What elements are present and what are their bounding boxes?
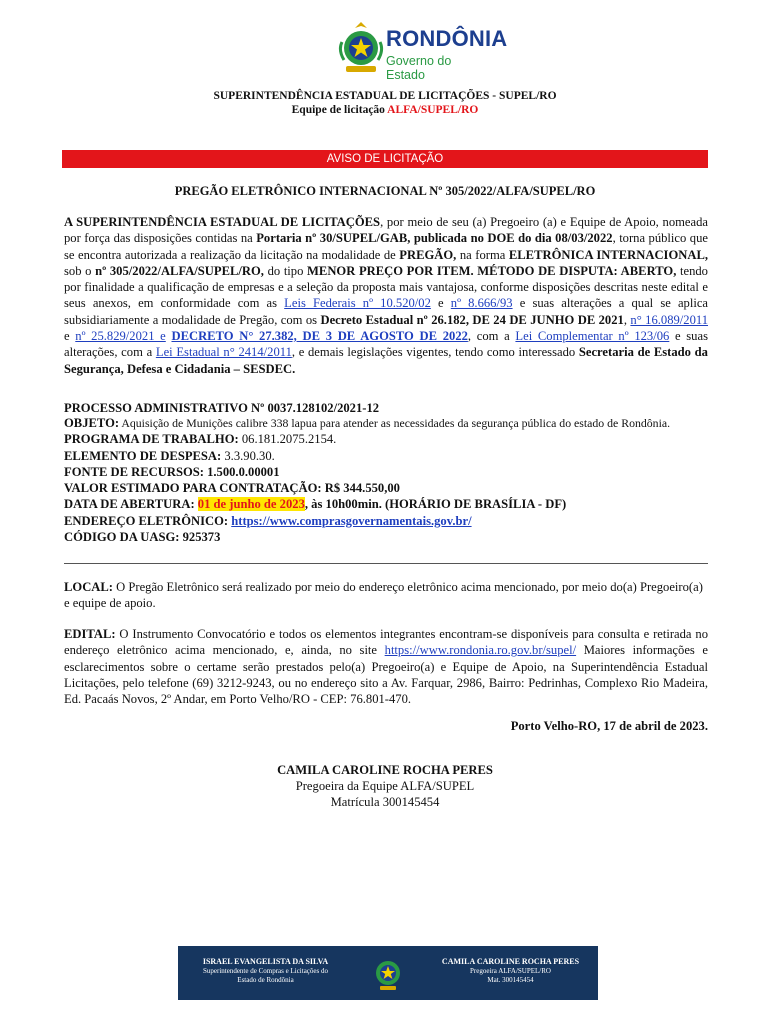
elemento-line <box>64 448 708 464</box>
notice-banner: AVISO DE LICITAÇÃO <box>62 150 708 168</box>
edital-text: O Instrumento Convocatório e todos os elementos integrantes encontram-se disponíveis para consulta e retirada no endereço eletrônico acima mencionado, e, ainda, no site <box>64 627 708 658</box>
text-segment: sob o <box>64 263 96 278</box>
team-heading <box>0 104 770 116</box>
pregao-number: nº 305/2022/ALFA/SUPEL/RO, <box>95 263 264 278</box>
text-segment: e suas alterações, com a <box>64 329 708 360</box>
objeto-text: Aquisição de Munições calibre 338 lapua para atender as necessidades da segurança pública do estado de Rondônia. <box>119 416 671 431</box>
valor-estimado: VALOR ESTIMADO PARA CONTRATAÇÃO: R$ 344.550,00 <box>64 481 400 496</box>
data-abertura-highlight: 01 de junho de 2023 <box>197 497 305 512</box>
processo-line <box>64 400 708 416</box>
text-segment: tendo por finalidade a qualificação de empresas e a seleção da proposta mais vantajosa, conforme disposições descritas neste edital e seus anexos, em conformidade com as <box>64 263 708 311</box>
signer-role: Pregoeira da Equipe ALFA/SUPEL <box>295 779 475 793</box>
data-label: DATA DE ABERTURA: <box>64 497 198 512</box>
link-lei-complementar[interactable]: Lei Complementar nº 123/06 <box>515 329 670 344</box>
footer-right-role-2: Mat. 300145454 <box>487 975 534 984</box>
modality: PREGÃO, <box>399 247 457 262</box>
footer-left-signer <box>178 956 353 984</box>
data-rest: , às 10h00min. (HORÁRIO DE BRASÍLIA - DF) <box>304 497 567 512</box>
edital-label: EDITAL: <box>64 627 116 641</box>
intro-paragraph <box>64 214 708 377</box>
valor-line <box>64 480 708 496</box>
programa-value: 06.181.2075.2154. <box>238 432 337 447</box>
edital-paragraph <box>64 626 708 707</box>
link-rondonia-supel[interactable]: https://www.rondonia.ro.gov.br/supel/ <box>384 643 577 658</box>
form: ELETRÔNICA INTERNACIONAL, <box>508 247 708 262</box>
agency-heading: SUPERINTENDÊNCIA ESTADUAL DE LICITAÇÕES - SUPEL/RO <box>213 90 557 102</box>
decreto-ref: Decreto Estadual nº 26.182, DE 24 DE JUNHO DE 2021 <box>320 312 624 327</box>
programa-line <box>64 431 708 447</box>
endereco-label: ENDEREÇO ELETRÔNICO: <box>64 513 232 528</box>
link-decreto-16089[interactable]: n° 16.089/2011 <box>630 312 709 327</box>
logo-subtitle: Governo do Estado <box>386 54 452 82</box>
text-segment: , <box>623 312 631 327</box>
objeto-label: OBJETO: <box>64 416 120 431</box>
footer-right-role: Pregoeira ALFA/SUPEL/RO <box>470 967 551 975</box>
objeto-line <box>64 416 708 431</box>
link-lei-8666[interactable]: nº 8.666/93 <box>450 296 513 311</box>
footer-left-name: ISRAEL EVANGELISTA DA SILVA <box>202 957 329 966</box>
signer-matricula: Matrícula 300145454 <box>330 795 440 809</box>
date-place: Porto Velho-RO, 17 de abril de 2023. <box>510 719 708 733</box>
footer-left-role-2: Estado de Rondônia <box>237 975 294 984</box>
coat-of-arms-icon <box>336 20 386 76</box>
link-lei-estadual[interactable]: Lei Estadual n° 2414/2011 <box>155 345 292 360</box>
text-segment: , com a <box>467 329 516 344</box>
local-paragraph <box>64 579 708 612</box>
local-label: LOCAL: <box>64 580 113 594</box>
elemento-label: ELEMENTO DE DESPESA: <box>64 448 222 463</box>
local-text: O Pregão Eletrônico será realizado por meio do endereço eletrônico acima mencionado, por meio do(a) Pregoeiro(a) e equipe de apoio. <box>64 580 703 611</box>
link-decreto-27382[interactable]: DECRETO N° 27.382, DE 3 DE AGOSTO DE 2022 <box>171 329 468 344</box>
link-decreto-25829[interactable]: nº 25.829/2021 e <box>75 329 166 344</box>
logo-name: RONDÔNIA <box>386 26 508 51</box>
text-segment: e <box>64 329 76 344</box>
link-leis-federais[interactable]: Leis Federais nº 10.520/02 <box>284 296 431 311</box>
endereco-line <box>64 513 708 529</box>
agency-name: A SUPERINTENDÊNCIA ESTADUAL DE LICITAÇÕES <box>64 215 381 229</box>
team-name: ALFA/SUPEL/RO <box>387 104 479 116</box>
signer-name: CAMILA CAROLINE ROCHA PERES <box>277 763 493 777</box>
processo-number: PROCESSO ADMINISTRATIVO Nº 0037.128102/2021-12 <box>64 401 380 415</box>
footer-right-name: CAMILA CAROLINE ROCHA PERES <box>441 957 580 966</box>
link-comprasgov[interactable]: https://www.comprasgovernamentais.gov.br/ <box>231 513 472 528</box>
footer-emblem-icon <box>371 954 405 992</box>
divider <box>64 563 708 564</box>
team-prefix: Equipe de licitação <box>291 104 388 116</box>
codigo-uasg: CÓDIGO DA UASG: 925373 <box>64 530 221 545</box>
interested-party: Secretaria de Estado da Segurança, Defesa e Cidadania – SESDEC. <box>64 345 708 376</box>
rondonia-logo <box>336 20 508 82</box>
elemento-value: 3.3.90.30. <box>221 448 275 463</box>
footer-left-role: Superintendente de Compras e Licitações do <box>203 967 328 975</box>
programa-label: PROGRAMA DE TRABALHO: <box>64 432 239 447</box>
type-method: MENOR PREÇO POR ITEM. MÉTODO DE DISPUTA: ABERTO, <box>307 263 677 278</box>
text-segment: e <box>430 296 451 311</box>
uasg-line <box>64 529 708 545</box>
portaria-ref: Portaria nº 30/SUPEL/GAB, publicada no DOE do dia 08/03/2022 <box>256 231 613 246</box>
fonte-line <box>64 464 708 480</box>
edital-text-2: Maiores informações e esclarecimentos sobre o certame serão prestados pelo(a) Pregoeiro(a) e Equipe de Apoio, na Superintendência Estadual Licitações, pelo telefone (69) 3212-9243, ou no endereço sito a Av. Farquar, 2986, Bairro: Pedrinhas, Complexo Rio Madeira, Ed. Pacaás Novos, 2º Andar, em Porto Velho/RO - CEP: 76.801-470. <box>64 643 709 707</box>
text-segment: , e demais legislações vigentes, tendo como interessado <box>291 345 579 360</box>
text-segment: e suas alterações a qual se aplica subsidiariamente a modalidade de Pregão, com os <box>64 296 709 327</box>
fonte-recursos: FONTE DE RECURSOS: 1.500.0.00001 <box>64 464 280 479</box>
text-segment: do tipo <box>263 263 308 278</box>
process-details <box>64 400 708 545</box>
text-segment: , torna público que se encontra autorizada a realização da licitação na modalidade de <box>64 231 708 262</box>
text-segment: na forma <box>456 247 509 262</box>
footer-right-signer <box>423 956 598 984</box>
document-title: PREGÃO ELETRÔNICO INTERNACIONAL Nº 305/2022/ALFA/SUPEL/RO <box>174 184 596 198</box>
text-segment: , por meio de seu (a) Pregoeiro (a) e Equipe de Apoio, nomeada por força das disposições contidas na <box>64 215 708 246</box>
signature-footer <box>178 946 598 1000</box>
data-line <box>64 496 708 512</box>
